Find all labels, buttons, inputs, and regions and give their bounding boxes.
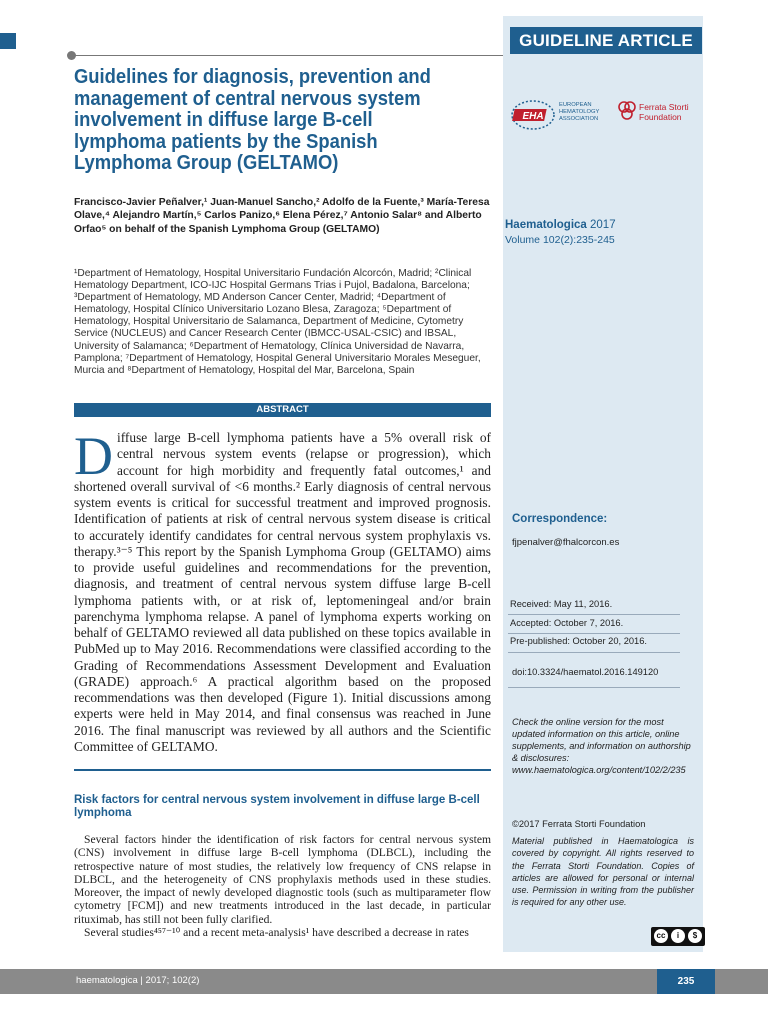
page-number: 235 xyxy=(657,969,715,994)
ferrata-label xyxy=(639,102,689,122)
doi-divider xyxy=(508,687,680,688)
abstract-body: iffuse large B-cell lymphoma patients have a 5% overall risk of central nervous system events (relapse or progression), which account for high morbidity and frequently fatal outcomes,¹ and shortened overall survival of <6 months.² Early diagnosis of central nervous system events is critical for successful treatment and improved prognosis. Identification of patients at risk of central nervous system disease is critical to accurately identify candidates for central nervous system prophylaxis vs. therapy.³⁻⁵ This report by the Spanish Lymphoma Group (GELTAMO) aims to provide useful guidelines and recommendations for the prevention, diagnosis, and treatment of central nervous system diffuse large B-cell lymphoma patients with, or at risk of, leptomeningeal and/or brain parenchyma lymphoma relapse. A panel of lymphoma experts working on behalf of GELTAMO reviewed all data published on these topics available in PubMed up to May 2016. Recommendations were classified according to the Grading of Recommendations Assessment Development and Evaluation (GRADE) approach.⁶ A practical algorithm based on the proposed recommendations was then developed (Figure 1). Initial discussions among experts were held in May 2014, and final consensus was reached in June 2016. The final manuscript was reviewed by all authors and the Scientific Committee of GELTAMO. xyxy=(74,430,491,754)
accepted-date: Accepted: October 7, 2016. xyxy=(510,618,624,628)
author-list: Francisco-Javier Peñalver,¹ Juan-Manuel Sancho,² Adolfo de la Fuente,³ María-Teresa Olave,⁴ Alejandro Martín,⁵ Carlos Panizo,⁶ Elena Pérez,⁷ Antonio Salar⁸ and Alberto Orfao⁵ on behalf of the Spanish Lymphoma Group (GELTAMO) xyxy=(74,197,490,235)
corner-marker xyxy=(0,33,16,49)
copyright-note: Material published in Haematologica is covered by copyright. All rights reserved to the Ferrata Storti Foundation. Copies of articles are allowed for personal or internal use. Permission in writing from the publisher is required for any other use. xyxy=(512,836,694,908)
noncommercial-icon: $ xyxy=(688,929,702,943)
article-type-tag: GUIDELINE ARTICLE xyxy=(510,27,702,54)
top-rule-dot xyxy=(67,51,76,60)
section-heading: Risk factors for central nervous system involvement in diffuse large B-cell lymphoma xyxy=(74,794,480,820)
correspondence-email[interactable]: fjpenalver@fhalcorcon.es xyxy=(512,537,620,548)
abstract-heading: ABSTRACT xyxy=(74,403,491,417)
journal-title: Haematologica xyxy=(505,219,587,231)
drop-cap: D xyxy=(74,426,113,486)
top-rule xyxy=(70,55,503,56)
body-paragraph: Several studies⁴⁵⁷⁻¹⁰ and a recent meta-analysis¹ have described a decrease in rates xyxy=(84,926,469,940)
ferrata-emblem-icon xyxy=(617,100,637,122)
cc-icon: cc xyxy=(654,929,668,943)
publisher-logos xyxy=(505,98,700,138)
copyright-line: ©2017 Ferrata Storti Foundation xyxy=(512,819,646,829)
sidebar-panel xyxy=(503,16,703,952)
attribution-icon: i xyxy=(671,929,685,943)
date-divider xyxy=(508,652,680,653)
online-version-note[interactable]: Check the online version for the most updated information on this article, online supplements, and information on authorship & disclosures: www.haematologica.org/content/102/2/235 xyxy=(512,717,691,775)
abstract-text xyxy=(74,426,491,755)
abstract-rule xyxy=(74,769,491,771)
footer-journal: haematologica | 2017; 102(2) xyxy=(76,975,200,986)
eha-logo xyxy=(509,98,604,134)
eha-label-line: HEMATOLOGY xyxy=(559,109,600,115)
ferrata-logo xyxy=(617,100,703,130)
received-date: Received: May 11, 2016. xyxy=(510,599,613,609)
correspondence-heading: Correspondence: xyxy=(512,513,608,525)
ferrata-label-line: Foundation xyxy=(639,112,682,122)
body-paragraph: Several factors hinder the identification of risk factors for central nervous system (CNS) involvement in diffuse large B-cell lymphoma (DLBCL), including the retrospective nature of most studies, the relatively low frequency of CNS relapse in DLBCL, and the heterogeneity of CNS prophylaxis methods used in these studies. Moreover, the impact of newly developed diagnostic tools (such as multiparameter flow cytometry [FCM]) and new treatments introduced in the last decade, in particular rituximab, has still not been fully clarified. xyxy=(74,833,491,926)
eha-label xyxy=(559,102,609,123)
doi[interactable]: doi:10.3324/haematol.2016.149120 xyxy=(512,667,659,677)
journal-volume: Volume 102(2):235-245 xyxy=(505,234,615,246)
ferrata-label-line: Ferrata Storti xyxy=(639,102,689,112)
eha-label-line: ASSOCIATION xyxy=(559,116,599,122)
eha-label-line: EUROPEAN xyxy=(559,102,592,108)
article-title: Guidelines for diagnosis, prevention and management of central nervous system involvement in diffuse large B-cell lymphoma patients by the Spanish Lymphoma Group (GELTAMO) xyxy=(74,66,431,174)
date-divider xyxy=(508,633,680,634)
date-divider xyxy=(508,614,680,615)
journal-name xyxy=(505,218,700,232)
eha-emblem-icon xyxy=(509,98,557,132)
section-body xyxy=(74,833,491,939)
affiliations: ¹Department of Hematology, Hospital Universitario Fundación Alcorcón, Madrid; ²Clinical Hematology Department, ICO-IJC Hospital Germans Trias i Pujol, Badalona, Barcelona; ³Department of Hematology, MD Anderson Cancer Center, Madrid; ⁴Department of Hematology, Hospital Clínico Universitario Lozano Blesa, Zaragoza; ⁵Department of Hematology, Hospital Universitario de Salamanca, Department of Medicine, Cytometry Service (NUCLEUS) and Cancer Research Center (IBMCC-USAL-CSIC) and IBSAL, University of Salamanca; ⁶Department of Hematology, Clínica Universidad de Navarra, Pamplona; ⁷Department of Hematology, Hospital General Universitario Morales Meseguer, Murcia and ⁸Department of Hematology, Hospital del Mar, Barcelona, Spain xyxy=(74,268,481,376)
eha-mark: EHA xyxy=(522,111,544,122)
prepublished-date: Pre-published: October 20, 2016. xyxy=(510,636,647,646)
cc-license-badge[interactable] xyxy=(651,927,705,946)
journal-year: 2017 xyxy=(586,219,616,231)
